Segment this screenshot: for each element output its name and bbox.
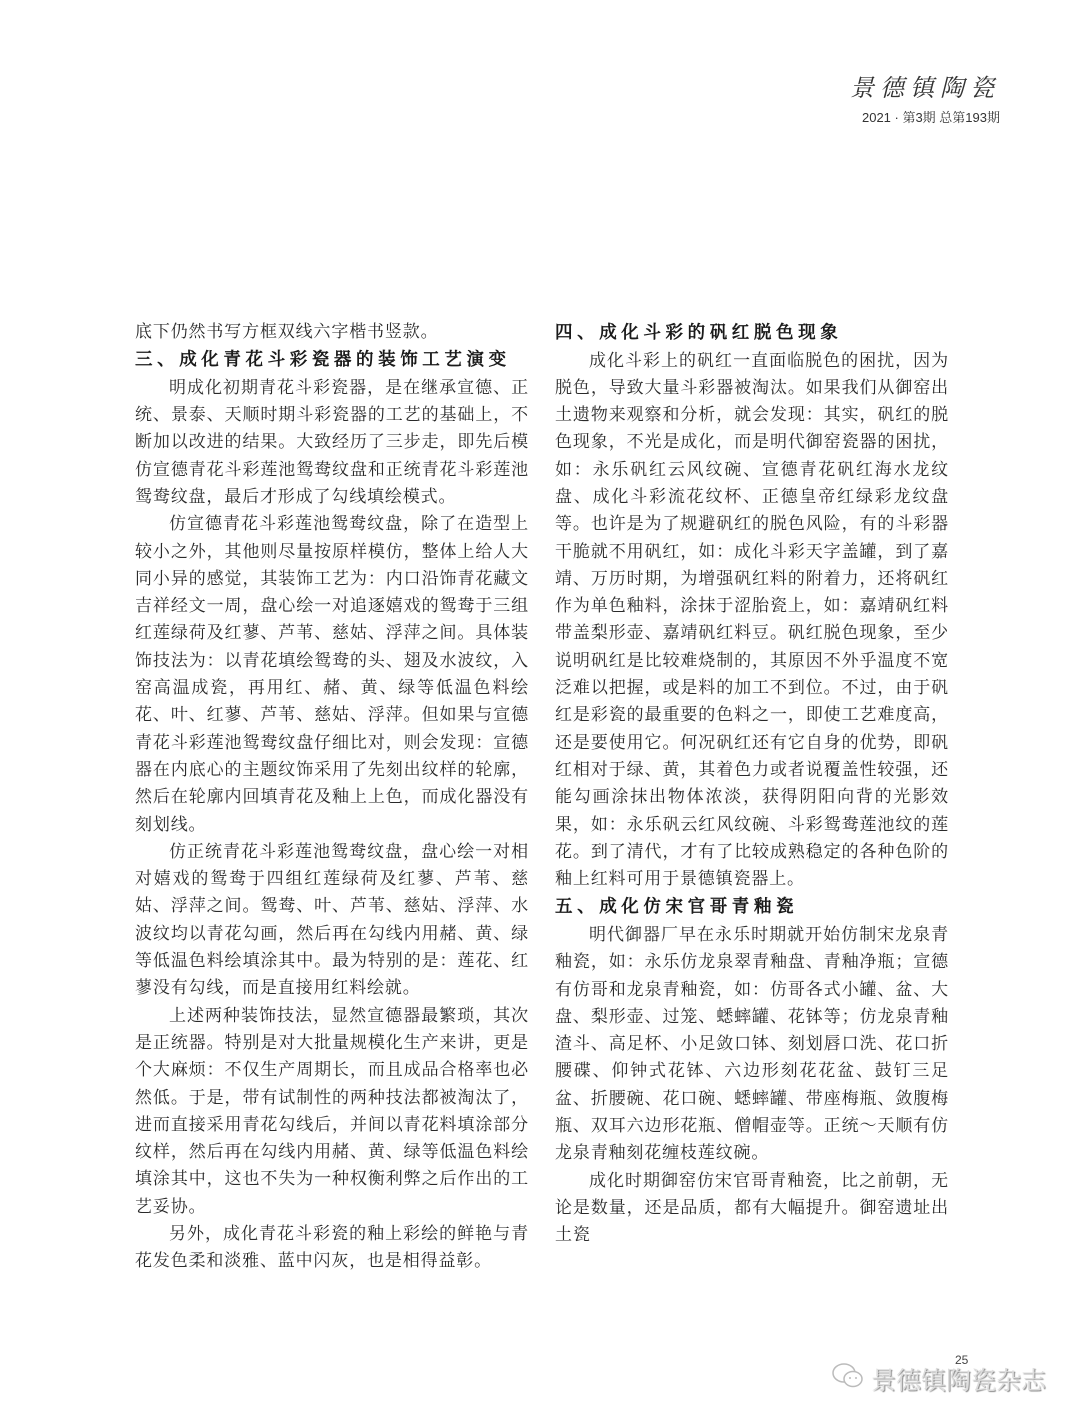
paragraph: 成化斗彩上的矾红一直面临脱色的困扰，因为脱色，导致大量斗彩器被淘汰。如果我们从御窑出土遗物来观察和分析，就会发现：其实，矾红的脱色现象，不光是成化，而是明代御窑瓷器的困扰，如：永乐矾红云风纹碗、宣德青花矾红海水龙纹盘、成化斗彩流花纹杯、正德皇帝红绿彩龙纹盘等。也许是为了规避矾红的脱色风险，有的斗彩器干脆就不用矾红，如：成化斗彩天字盖罐，到了嘉靖、万历时期，为增强矾红料的附着力，还将矾红作为单色釉料，涂抹于涩胎瓷上，如：嘉靖矾红料带盖梨形壶、嘉靖矾红料豆。矾红脱色现象，至少说明矾红是比较难烧制的，其原因不外乎温度不宽泛难以把握，或是料的加工不到位。不过，由于矾红是彩瓷的最重要的色料之一，即使工艺难度高，还是要使用它。何况矾红还有它自身的优势，即矾红相对于绿、黄，其着色力或者说覆盖性较强，还能勾画涂抹出物体浓淡，获得阴阳向背的光影效果，如：永乐矾云红风纹碗、斗彩鸳鸯莲池纹的莲花。到了清代，才有了比较成熟稳定的各种色阶的釉上红料可用于景德镇瓷器上。 xyxy=(555,350,949,890)
paragraph: 仿正统青花斗彩莲池鸳鸯纹盘，盘心绘一对相对嬉戏的鸳鸯于四组红莲绿荷及红蓼、芦苇、慈姑、浮萍之间。鸳鸯、叶、芦苇、慈姑、浮萍、水波纹均以青花勾画，然后再在勾线内用赭、黄、绿等低温色料绘填涂其中。最为特别的是：莲花、红蓼没有勾线，而是直接用红料绘就。 xyxy=(135,841,529,999)
watermark xyxy=(831,1361,1046,1397)
section-heading-5: 五、成化仿宋官哥青釉瓷 xyxy=(555,897,799,918)
paragraph: 上述两种装饰技法，显然宣德器最繁琐，其次是正统器。特别是对大批量规模化生产来讲，更是个大麻烦：不仅生产周期长，而且成品合格率也必然低。于是，带有试制性的两种技法都被淘汰了，进而直接采用青花勾线后，并间以青花料填涂部分纹样，然后再在勾线内用赭、黄、绿等低温色料绘填涂其中，这也不失为一种权衡利弊之后作出的工艺妥协。 xyxy=(135,1005,529,1217)
wechat-icon xyxy=(831,1361,865,1397)
watermark-text: 景德镇陶瓷杂志 xyxy=(870,1366,1046,1395)
right-column xyxy=(555,319,949,1250)
section-heading-3: 三、成化青花斗彩瓷器的装饰工艺演变 xyxy=(135,350,511,371)
magazine-logo: 景德镇陶瓷 xyxy=(850,74,1000,102)
issue-info: 2021 · 第3期 总第193期 xyxy=(861,110,1000,125)
masthead xyxy=(850,68,1000,126)
left-column xyxy=(135,319,529,1276)
paragraph: 仿宣德青花斗彩莲池鸳鸯纹盘，除了在造型上较小之外，其他则尽量按原样模仿，整体上给人大同小异的感觉，其装饰工艺为：内口沿饰青花藏文吉祥经文一周，盘心绘一对追逐嬉戏的鸳鸯于三组红莲绿荷及红蓼、芦苇、慈姑、浮萍之间。具体装饰技法为：以青花填绘鸳鸯的头、翅及水波纹，入窑高温成瓷，再用红、赭、黄、绿等低温色料绘花、叶、红蓼、芦苇、慈姑、浮萍。但如果与宣德青花斗彩莲池鸳鸯纹盘仔细比对，则会发现：宣德器在内底心的主题纹饰采用了先刻出纹样的轮廓，然后在轮廓内回填青花及釉上上色，而成化器没有刻划线。 xyxy=(135,514,529,835)
paragraph: 另外，成化青花斗彩瓷的釉上彩绘的鲜艳与青花发色柔和淡雅、蓝中闪灰，也是相得益彰。 xyxy=(135,1224,529,1272)
paragraph: 明成化初期青花斗彩瓷器，是在继承宣德、正统、景泰、天顺时期斗彩瓷器的工艺的基础上，不断加以改进的结果。大致经历了三步走，即先后模仿宣德青花斗彩莲池鸳鸯纹盘和正统青花斗彩莲池鸳鸯纹盘，最后才形成了勾线填绘模式。 xyxy=(135,377,529,507)
paragraph: 成化时期御窑仿宋官哥青釉瓷，比之前朝，无论是数量，还是品质，都有大幅提升。御窑遗址出土瓷 xyxy=(555,1170,949,1246)
page-number: 25 xyxy=(955,1353,969,1367)
paragraph: 明代御器厂早在永乐时期就开始仿制宋龙泉青釉瓷，如：永乐仿龙泉翠青釉盘、青釉净瓶；宣德有仿哥和龙泉青釉瓷，如：仿哥各式小罐、盆、大盘、梨形壶、过笼、蟋蟀罐、花钵等；仿龙泉青釉渣斗、高足杯、小足敛口钵、刻划唇口洗、花口折腰碟、仰钟式花钵、六边形刻花花盆、鼓钉三足盆、折腰碗、花口碗、蟋蟀罐、带座梅瓶、敛腹梅瓶、双耳六边形花瓶、僧帽壶等。正统～天顺有仿龙泉青釉刻花缠枝莲纹碗。 xyxy=(555,924,949,1164)
section-heading-4: 四、成化斗彩的矾红脱色现象 xyxy=(555,323,843,343)
carry-over-text: 底下仍然书写方框双线六字楷书竖款。 xyxy=(135,322,439,342)
